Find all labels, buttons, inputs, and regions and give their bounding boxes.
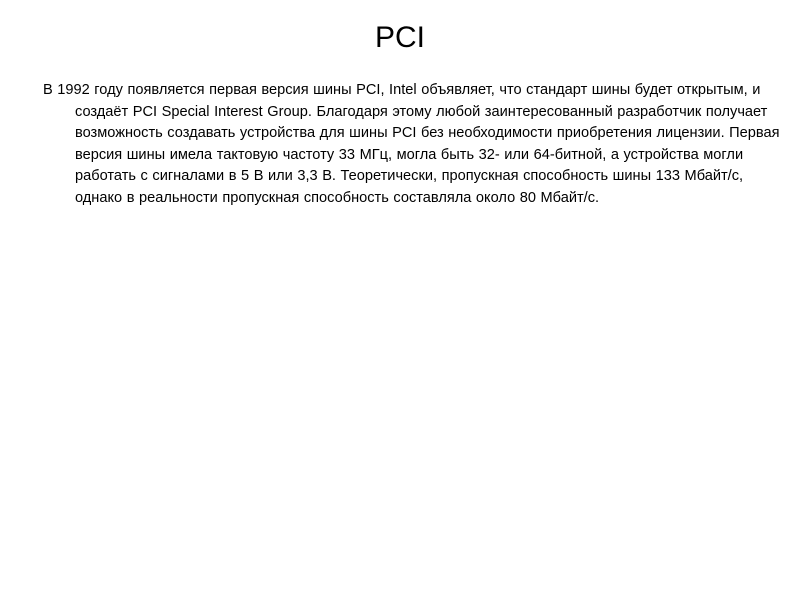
slide-title: PCI [374,21,425,54]
slide-body-text: В 1992 году появляется первая версия шины PCI, Intel объявляет, что стандарт шины будет открытым, и создаёт PCI Special Interest Group. Благодаря этому любой заинтересованный разработчик получает возможность создавать устройства для шины PCI без необходимости приобретения лицензии. Первая версия шины имела тактовую частоту 33 МГц, могла быть 32- или 64-битной, а устройства могли работать с сигналами в 5 В или 3,3 В. Теоретически, пропускная способность шины 133 Мбайт/с, однако в реальности пропускная способность составляла около 80 Мбайт/с. [43,82,780,206]
